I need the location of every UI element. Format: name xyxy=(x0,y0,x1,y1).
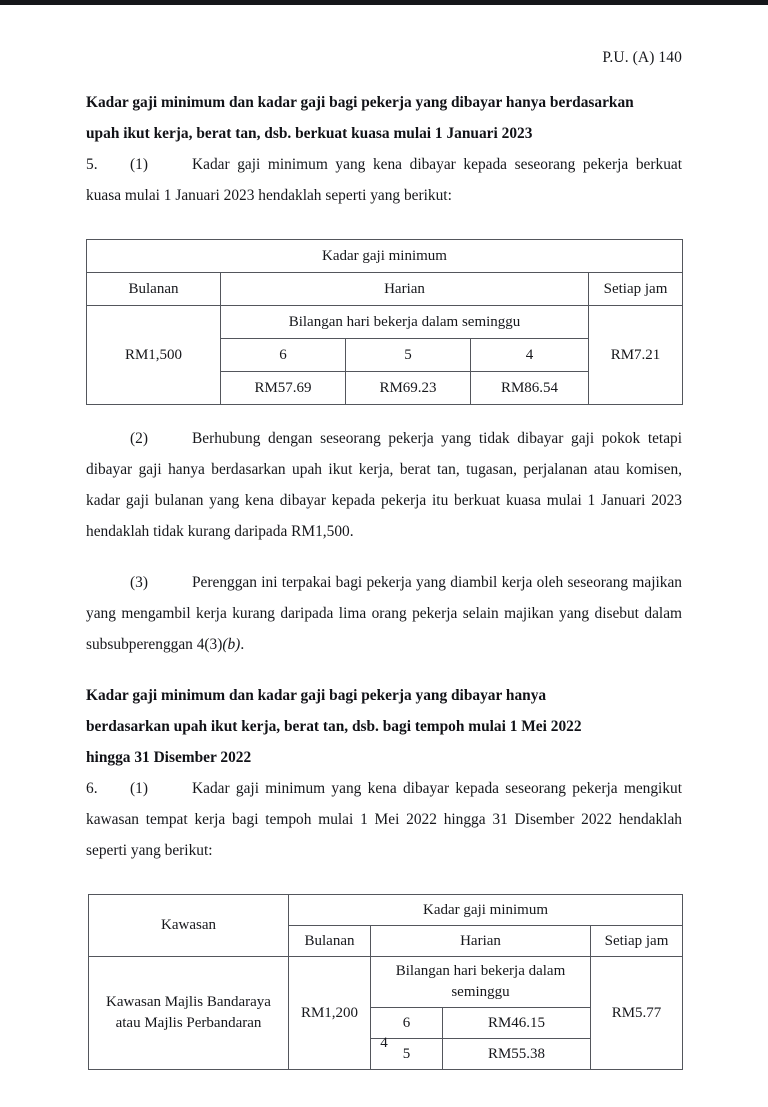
table-2-bulanan-value: RM1,200 xyxy=(289,957,371,1070)
table-1-rate-5: RM69.23 xyxy=(346,372,471,405)
section-6-sub-1-text: Kadar gaji minimum yang kena dibayar kepada seseorang pekerja mengikut kawasan tempat kerja bagi tempoh mulai 1 Mei 2022 hingga 31 Disember 2022 hendaklah seperti yang berikut: xyxy=(86,780,682,859)
section-5-sub-2-marker: (2) xyxy=(130,430,148,447)
table-2-days-6: 6 xyxy=(371,1008,443,1039)
table-1-setiap-jam-value: RM7.21 xyxy=(589,306,683,405)
table-1-days-4: 4 xyxy=(471,339,589,372)
table-2-col-setiap-jam: Setiap jam xyxy=(591,926,683,957)
table-row xyxy=(87,306,683,339)
running-head: P.U. (A) 140 xyxy=(602,49,682,66)
table-1-col-bulanan: Bulanan xyxy=(87,273,221,306)
table-row xyxy=(89,957,683,1008)
section-5-sub-3-period: . xyxy=(240,636,245,653)
section-6-sub-1 xyxy=(86,773,682,866)
table-2-kawasan-value: Kawasan Majlis Bandaraya atau Majlis Perbandaran xyxy=(89,957,289,1070)
section-5-sub-3 xyxy=(86,567,682,660)
table-1-title: Kadar gaji minimum xyxy=(87,240,683,273)
table-2-col-kawasan: Kawasan xyxy=(89,895,289,957)
section-5-number: 5. xyxy=(86,156,98,173)
section-5-sub-1-text: Kadar gaji minimum yang kena dibayar kepada seseorang pekerja berkuat kuasa mulai 1 Januari 2023 hendaklah seperti yang berikut: xyxy=(86,156,682,204)
section-5-sub-1-marker: (1) xyxy=(130,156,148,173)
section-5-sub-2-text: Berhubung dengan seseorang pekerja yang tidak dibayar gaji pokok tetapi dibayar gaji hanya berdasarkan upah ikut kerja, berat tan, tugasan, perjalanan atau komisen, kadar gaji bulanan yang kena dibayar kepada pekerja itu berkuat kuasa mulai 1 Januari 2023 hendaklah tidak kurang daripada RM1,500. xyxy=(86,430,682,540)
table-1-bulanan-value: RM1,500 xyxy=(87,306,221,405)
section-6-sub-1-marker: (1) xyxy=(130,780,148,797)
page-number: 4 xyxy=(380,1035,388,1051)
table-2-title: Kadar gaji minimum xyxy=(289,895,683,926)
section-5-heading-line-1: Kadar gaji minimum dan kadar gaji bagi pekerja yang dibayar hanya berdasarkan xyxy=(86,94,634,111)
table-2-col-harian: Harian xyxy=(371,926,591,957)
section-6-heading-line-3: hingga 31 Disember 2022 xyxy=(86,749,252,766)
table-1-days-header: Bilangan hari bekerja dalam seminggu xyxy=(221,306,589,339)
section-6-heading-line-2: berdasarkan upah ikut kerja, berat tan, dsb. bagi tempoh mulai 1 Mei 2022 xyxy=(86,718,582,735)
table-1-days-5: 5 xyxy=(346,339,471,372)
section-5-sub-3-text: Perenggan ini terpakai bagi pekerja yang diambil kerja oleh seseorang majikan yang mengambil kerja kurang daripada lima orang pekerja selain majikan yang disebut dalam subsubperenggan 4(3) xyxy=(86,574,682,653)
table-1-col-setiap-jam: Setiap jam xyxy=(589,273,683,306)
section-5-heading xyxy=(86,87,682,149)
section-6-number: 6. xyxy=(86,780,98,797)
section-5-sub-3-citation: (b) xyxy=(222,636,241,653)
table-1-container xyxy=(86,239,682,395)
table-minimum-wage-2023 xyxy=(86,239,683,405)
table-2-container xyxy=(86,894,682,1062)
table-2-days-5: 5 xyxy=(371,1039,443,1070)
table-1-col-harian: Harian xyxy=(221,273,589,306)
table-2-days-header: Bilangan hari bekerja dalam seminggu xyxy=(371,957,591,1008)
section-5-sub-2 xyxy=(86,423,682,547)
document-page xyxy=(0,5,768,1107)
table-1-rate-6: RM57.69 xyxy=(221,372,346,405)
section-5-sub-1 xyxy=(86,149,682,211)
table-1-rate-4: RM86.54 xyxy=(471,372,589,405)
table-2-setiap-jam-value: RM5.77 xyxy=(591,957,683,1070)
section-6-heading-line-1: Kadar gaji minimum dan kadar gaji bagi pekerja yang dibayar hanya xyxy=(86,687,547,704)
table-row xyxy=(87,273,683,306)
table-2-col-bulanan: Bulanan xyxy=(289,926,371,957)
section-6-heading xyxy=(86,680,682,773)
table-2-rate-6: RM46.15 xyxy=(443,1008,591,1039)
section-5-sub-3-marker: (3) xyxy=(130,574,148,591)
table-2-rate-5: RM55.38 xyxy=(443,1039,591,1070)
section-5-heading-line-2: upah ikut kerja, berat tan, dsb. berkuat kuasa mulai 1 Januari 2023 xyxy=(86,125,533,142)
table-row xyxy=(89,895,683,926)
table-1-days-6: 6 xyxy=(221,339,346,372)
page-content xyxy=(86,5,682,1062)
table-row xyxy=(87,240,683,273)
